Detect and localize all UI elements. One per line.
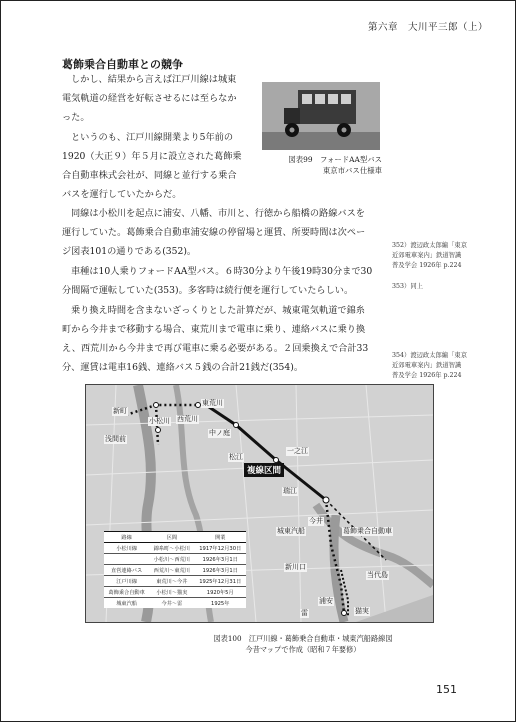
table-cell: 1926年3月1日 xyxy=(194,565,246,576)
table-cell: 1926年3月1日 xyxy=(194,554,246,565)
route-table xyxy=(104,531,246,608)
footnote-352 xyxy=(392,241,492,271)
text-line: 乗り換え時間を含まないざっくりとした計算だが、城東電気軌道で錦糸 xyxy=(71,305,365,316)
bus-photo xyxy=(262,82,380,150)
table-row xyxy=(104,598,246,609)
station-higashiarakawa: 東荒川 xyxy=(202,399,223,407)
station-sengenmae: 浅間前 xyxy=(105,435,126,443)
station-nakanoniwa: 中ノ庭 xyxy=(209,429,230,437)
station-shinmachi: 新町 xyxy=(113,407,127,415)
table-cell: 西荒川～東荒川 xyxy=(149,565,194,576)
table-header-row xyxy=(104,532,246,543)
table-header: 路線 xyxy=(104,532,149,543)
map-caption-line: 今昔マップで作成（昭和７年要修） xyxy=(245,645,361,654)
double-track-badge: 複線区間 xyxy=(244,463,284,477)
footnote-line: 普及学会 1926年 p.224 xyxy=(392,372,462,379)
text-line: 運行していた。葛飾乗合自動車浦安線の停留場と運賃、所要時間は次ペー xyxy=(62,227,366,238)
text-line: 町から今井まで移動する場合、東荒川まで電車に乗り、連絡バスに乗り換 xyxy=(62,324,366,335)
text-line: 車種は10人乗りフォードAA型バス。６時30分より午後19時30分まで30 xyxy=(71,266,373,277)
text-line: った。 xyxy=(62,112,90,123)
text-line: 分、運賃は電車16銭、連絡バス５銭の合計21銭だ(354)。 xyxy=(62,362,304,373)
footnote-line: 352）渡辺政太郎編「東京 xyxy=(392,242,467,249)
station-kudari: 雷 xyxy=(301,609,308,617)
table-cell: 小松川～猫実 xyxy=(149,587,194,598)
table-header: 開業 xyxy=(194,532,246,543)
text-line: え、西荒川から今井まで再び電車に乗る必要がある。２回乗換えで合計33 xyxy=(62,343,369,354)
table-row xyxy=(104,543,246,554)
text-line: というのも、江戸川線開業より5年前の xyxy=(71,132,234,143)
running-header: 第六章 大川平三郎（上） xyxy=(368,22,489,33)
station-komatsugawa: 小松川 xyxy=(149,417,170,425)
footnote-line: 近郊電車案内」鉄道智識 xyxy=(392,252,462,259)
table-cell: 1925年12月31日 xyxy=(194,576,246,587)
station-shinkawaguchi: 新川口 xyxy=(285,563,306,571)
station-urayasu: 浦安 xyxy=(319,597,333,605)
footnote-353 xyxy=(392,282,492,292)
table-cell: 1925年 xyxy=(194,598,246,609)
station-touen: 当代島 xyxy=(367,571,388,579)
photo-caption-line: 東京市バス仕様車 xyxy=(322,166,382,175)
photo-caption-line: 図表99 フォードAA型バス xyxy=(288,155,382,164)
station-nekozane: 猫実 xyxy=(355,607,369,615)
table-header: 区間 xyxy=(149,532,194,543)
text-line: 電気軌道の経営を好転させるには至らなか xyxy=(62,93,237,104)
table-cell: 今井～雷 xyxy=(149,598,194,609)
text-line: バスを運行していたからだ。 xyxy=(62,189,182,200)
footnote-line: 353）同上 xyxy=(392,283,423,290)
table-row xyxy=(104,554,246,565)
section-title: 葛飾乗合自動車との競争 xyxy=(62,58,183,71)
text-line: ジ図表101の通りである(352)。 xyxy=(62,246,197,257)
table-cell: 江戸川線 xyxy=(104,576,149,587)
station-katsushika-bus: 葛飾乗合自動車 xyxy=(343,527,392,535)
table-cell: 直営連絡バス xyxy=(104,565,149,576)
map-caption-line: 図表100 江戸川線・葛飾乗合自動車・城東汽船路線図 xyxy=(213,634,393,643)
footnote-354 xyxy=(392,351,492,381)
text-line: 分間隔で運転していた(353)。多客時は続行便を運行していたらしい。 xyxy=(62,285,354,296)
station-ichinoe: 一之江 xyxy=(287,447,308,455)
footnote-line: 普及学会 1926年 p.224 xyxy=(392,262,462,269)
page-number: 151 xyxy=(436,683,457,696)
station-imai: 今井 xyxy=(309,517,323,525)
table-cell xyxy=(104,554,149,565)
station-nishiarakawa: 西荒川 xyxy=(177,415,198,423)
table-cell: 1920年5月 xyxy=(194,587,246,598)
footnote-line: 近郊電車案内」鉄道智識 xyxy=(392,362,462,369)
table-cell: 錦糸町～小松川 xyxy=(149,543,194,554)
table-cell: 葛飾乗合自動車 xyxy=(104,587,149,598)
photo-caption xyxy=(262,154,382,176)
table-cell: 小松川線 xyxy=(104,543,149,554)
map-caption xyxy=(208,633,398,655)
text-line: 同線は小松川を起点に浦安、八幡、市川と、行徳から船橋の路線バスを xyxy=(71,208,365,219)
footnote-line: 354）渡辺政太郎編「東京 xyxy=(392,352,467,359)
table-cell: 1917年12月30日 xyxy=(194,543,246,554)
text-line: 1920（大正９）年５月に設立された葛飾乗 xyxy=(62,151,242,162)
bus-illustration xyxy=(262,82,380,150)
text-line: しかし、結果から言えば江戸川線は城東 xyxy=(71,74,237,85)
table-cell: 小松川～西荒川 xyxy=(149,554,194,565)
station-matsue: 松江 xyxy=(229,453,243,461)
table-cell: 城東汽船 xyxy=(104,598,149,609)
table-row xyxy=(104,565,246,576)
station-joto-kisen: 城東汽船 xyxy=(277,527,305,535)
table-row xyxy=(104,587,246,598)
table-cell: 東荒川～今井 xyxy=(149,576,194,587)
text-line: 合自動車株式会社が、同線と並行する乗合 xyxy=(62,170,237,181)
table-row xyxy=(104,576,246,587)
route-map xyxy=(85,384,434,623)
station-mizue: 瑞江 xyxy=(283,487,297,495)
